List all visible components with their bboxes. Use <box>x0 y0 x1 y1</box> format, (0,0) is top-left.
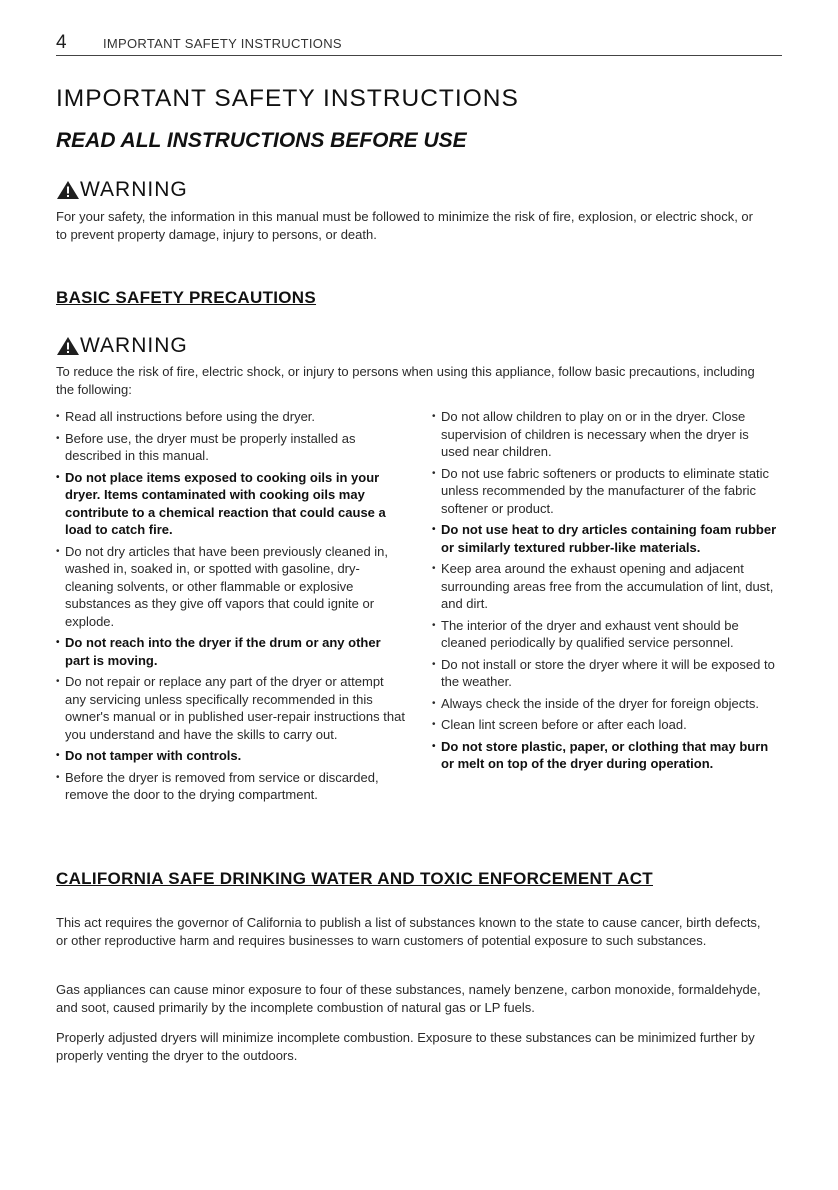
list-item: • Do not tamper with controls. <box>56 747 406 765</box>
warning-heading <box>56 334 188 358</box>
list-item: • The interior of the dryer and exhaust vent should be cleaned periodically by qualified service personnel. <box>432 617 780 652</box>
precautions-intro: To reduce the risk of fire, electric shock, or injury to persons when using this appliance, follow basic precautions, including the following: <box>56 364 755 397</box>
precautions-list-right <box>432 408 780 777</box>
list-item: • Keep area around the exhaust opening and adjacent surrounding areas free from the accumulation of lint, dust, and dirt. <box>432 560 780 613</box>
page-title: IMPORTANT SAFETY INSTRUCTIONS <box>56 85 519 112</box>
california-paragraph: This act requires the governor of California to publish a list of substances known to the state to cause cancer, birth defects, or other reproductive harm and requires businesses to warn customers of potential exposure to such substances. <box>56 915 761 948</box>
california-paragraph: Gas appliances can cause minor exposure to four of these substances, namely benzene, carbon monoxide, formaldehyde, and soot, caused primarily by the incomplete combustion of natural gas or LP fuels. <box>56 982 761 1015</box>
list-item: • Do not reach into the dryer if the drum or any other part is moving. <box>56 634 406 669</box>
warning-triangle-icon <box>56 336 80 356</box>
california-paragraph: Properly adjusted dryers will minimize incomplete combustion. Exposure to these substances can be minimized further by properly venting the dryer to the outdoors. <box>56 1030 755 1063</box>
list-item: • Do not install or store the dryer where it will be exposed to the weather. <box>432 656 780 691</box>
running-title: IMPORTANT SAFETY INSTRUCTIONS <box>103 36 342 51</box>
warning-label: WARNING <box>80 334 188 357</box>
warning-label: WARNING <box>80 178 188 201</box>
list-item: • Read all instructions before using the dryer. <box>56 408 406 426</box>
precautions-list-left <box>56 408 406 808</box>
list-item: • Do not store plastic, paper, or clothing that may burn or melt on top of the dryer during operation. <box>432 738 780 773</box>
page-number: 4 <box>56 32 67 53</box>
list-item: • Do not dry articles that have been previously cleaned in, washed in, soaked in, or spotted with gasoline, dry-cleaning solvents, or other flammable or explosive substances as they give off vapors that could ignite or explode. <box>56 543 406 631</box>
list-item: • Do not repair or replace any part of the dryer or attempt any servicing unless specifically recommended in this owner's manual or in published user-repair instructions that you understand and have the skills to carry out. <box>56 673 406 743</box>
section-heading-california: CALIFORNIA SAFE DRINKING WATER AND TOXIC ENFORCEMENT ACT <box>56 869 653 888</box>
list-item: • Do not use fabric softeners or products to eliminate static unless recommended by the manufacturer of the fabric softener or product. <box>432 465 780 518</box>
list-item: • Do not use heat to dry articles containing foam rubber or similarly textured rubber-like materials. <box>432 521 780 556</box>
warning-text: For your safety, the information in this manual must be followed to minimize the risk of fire, explosion, or electric shock, or to prevent property damage, injury to persons, or death. <box>56 209 753 242</box>
page-subtitle: READ ALL INSTRUCTIONS BEFORE USE <box>56 129 467 152</box>
section-heading-basic-safety: BASIC SAFETY PRECAUTIONS <box>56 288 317 307</box>
list-item: • Always check the inside of the dryer for foreign objects. <box>432 695 780 713</box>
page-header <box>56 33 782 56</box>
warning-triangle-icon <box>56 180 80 200</box>
list-item: • Do not place items exposed to cooking oils in your dryer. Items contaminated with cooking oils may contribute to a chemical reaction that could cause a load to catch fire. <box>56 469 406 539</box>
list-item: • Before the dryer is removed from service or discarded, remove the door to the drying compartment. <box>56 769 406 804</box>
list-item: • Clean lint screen before or after each load. <box>432 716 780 734</box>
list-item: • Do not allow children to play on or in the dryer. Close supervision of children is necessary when the dryer is used near children. <box>432 408 780 461</box>
list-item: • Before use, the dryer must be properly installed as described in this manual. <box>56 430 406 465</box>
warning-heading <box>56 178 188 202</box>
